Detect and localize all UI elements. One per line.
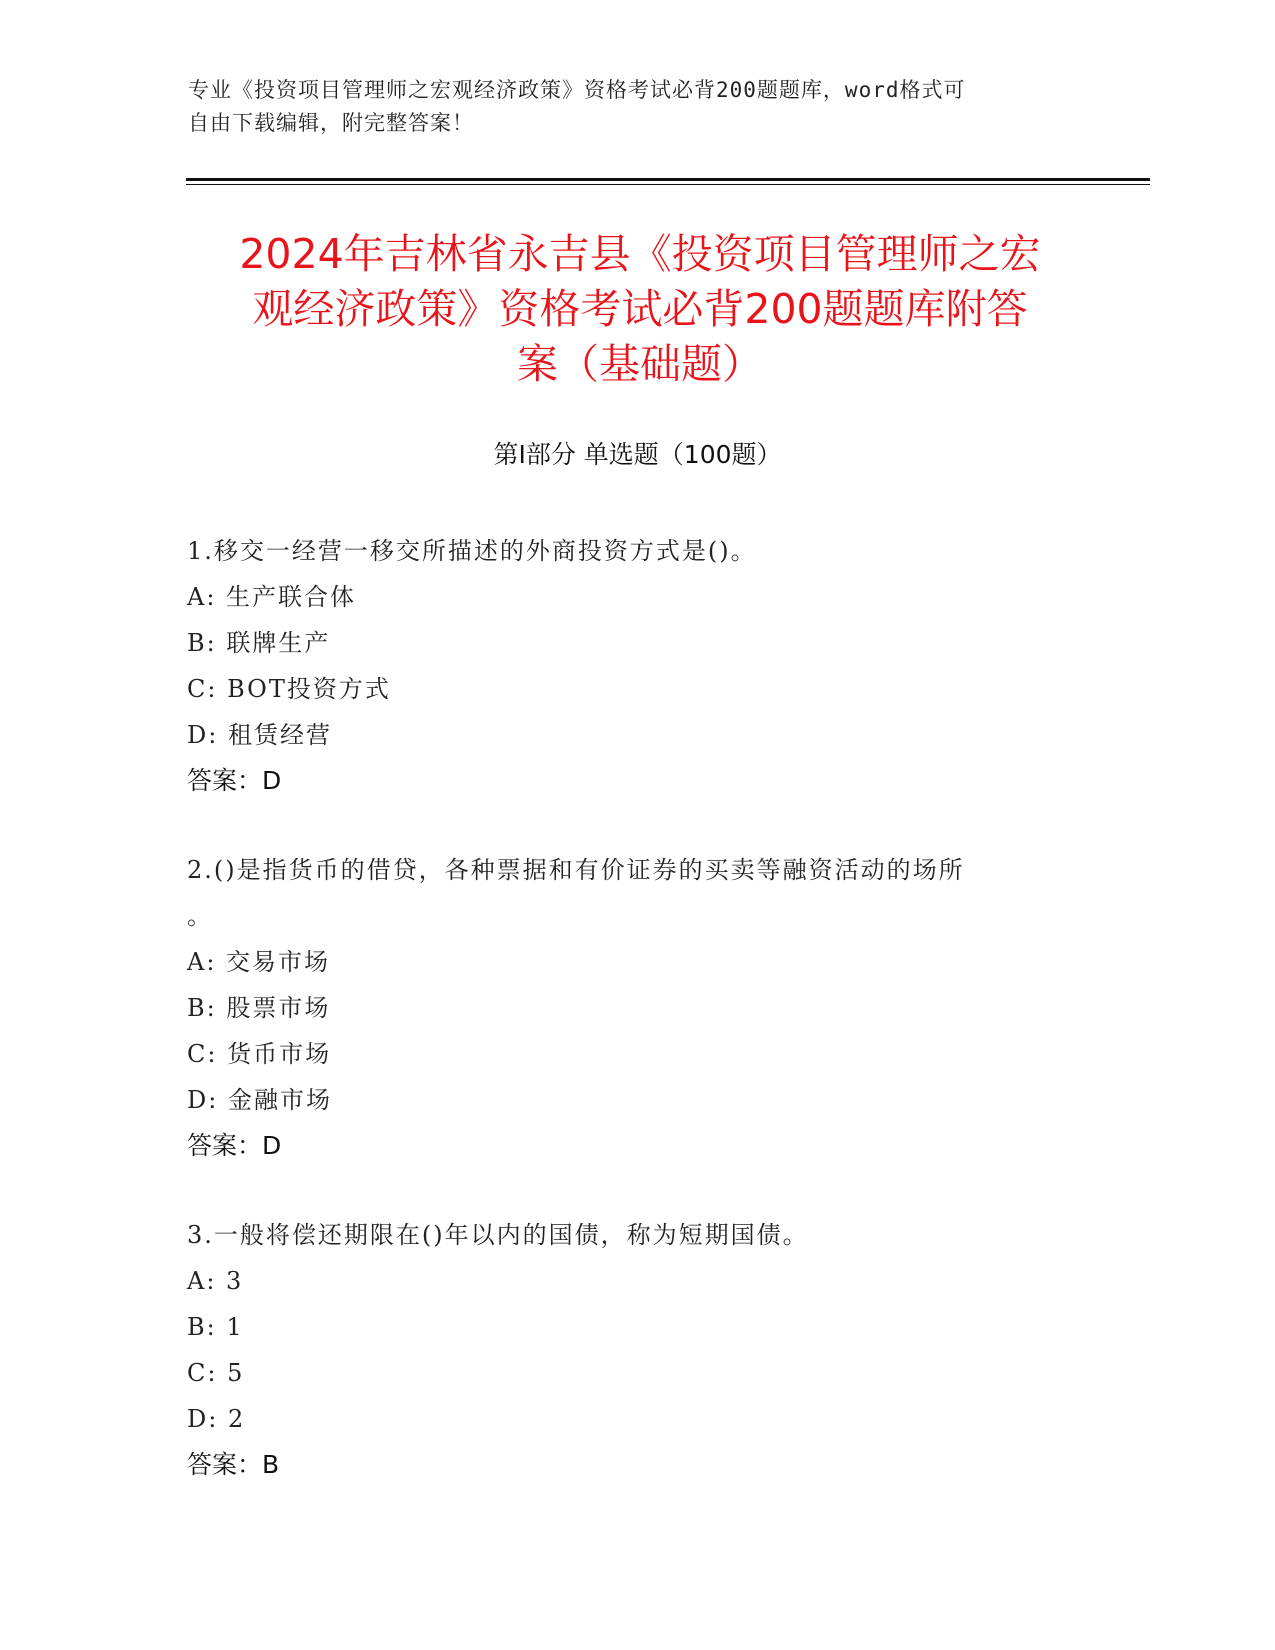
option-c: C: 货币市场 <box>187 1040 332 1068</box>
option-b: B: 1 <box>187 1313 244 1341</box>
header-note-line-2: 自由下载编辑，附完整答案！ <box>188 111 474 135</box>
option-b: B: 股票市场 <box>187 994 331 1022</box>
header-divider-thick <box>186 178 1150 181</box>
section-title: 第I部分 单选题（100题） <box>493 440 782 469</box>
document-title-line-2: 观经济政策》资格考试必背200题题库附答 <box>252 285 1028 333</box>
document-title-line-3: 案（基础题） <box>517 340 763 388</box>
header-divider-thin <box>186 184 1150 185</box>
option-a: A: 生产联合体 <box>187 583 357 611</box>
header-note-line-1: 专业《投资项目管理师之宏观经济政策》资格考试必背200题题库，word格式可 <box>188 78 966 102</box>
question-item <box>187 528 1087 804</box>
answer-text: 答案：D <box>187 766 282 795</box>
option-a: A: 交易市场 <box>187 948 331 976</box>
question-item <box>187 1212 1087 1488</box>
option-d: D: 租赁经营 <box>187 721 332 749</box>
question-item <box>187 847 1087 1169</box>
option-d: D: 2 <box>187 1405 246 1433</box>
document-title-line-1: 2024年吉林省永吉县《投资项目管理师之宏 <box>239 230 1041 278</box>
question-stem: 1.移交一经营一移交所描述的外商投资方式是()。 <box>187 537 757 565</box>
question-stem: 3.一般将偿还期限在()年以内的国债，称为短期国债。 <box>187 1221 809 1249</box>
option-b: B: 联牌生产 <box>187 629 331 657</box>
question-list <box>187 528 1087 1531</box>
document-title <box>180 227 1100 392</box>
question-stem-continuation: 。 <box>187 902 213 930</box>
option-a: A: 3 <box>187 1267 244 1295</box>
option-d: D: 金融市场 <box>187 1086 332 1114</box>
option-c: C: BOT投资方式 <box>187 675 391 703</box>
option-c: C: 5 <box>187 1359 245 1387</box>
question-stem: 2.()是指货币的借贷，各种票据和有价证券的买卖等融资活动的场所 <box>187 856 965 884</box>
answer-text: 答案：D <box>187 1131 282 1160</box>
header-note <box>188 74 1088 140</box>
answer-text: 答案：B <box>187 1450 280 1479</box>
